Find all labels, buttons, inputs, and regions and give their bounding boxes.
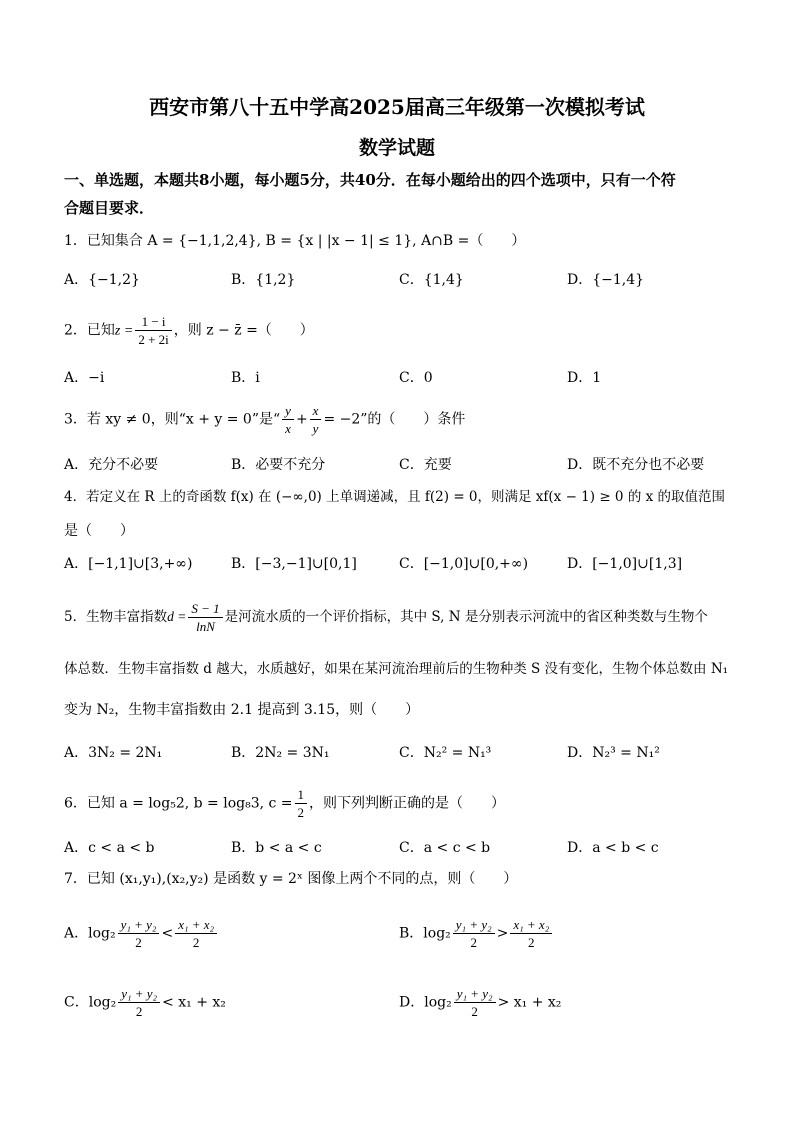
q7-option-b-fraction-1	[453, 916, 495, 951]
q1-option-d: D．{−1,4}	[567, 272, 645, 288]
q1-option-a: A．{−1,2}	[64, 272, 140, 288]
q6-fraction-denominator: 2	[297, 805, 305, 820]
q7-option-d-fraction-denominator: 2	[471, 1004, 478, 1019]
q5-suffix: 是河流水质的一个评价指标，其中 S, N 是分别表示河流中的省区种类数与生物个	[224, 609, 708, 625]
q5-deq: d =	[167, 609, 187, 624]
q3-fraction-1-denominator: x	[285, 421, 291, 436]
q2-option-d: D．1	[567, 370, 602, 386]
q7-option-a-label: A．log₂	[64, 925, 116, 942]
question-4-stem-line1: 4．若定义在 R 上的奇函数 f(x) 在 (−∞,0) 上单调递减，且 f(2) = 0，则满足 xf(x − 1) ≥ 0 的 x 的取值范围	[64, 489, 726, 505]
q6-option-b: B．b < a < c	[231, 840, 322, 856]
q7-option-a-fraction-2-denominator: 2	[192, 935, 200, 950]
q3-rest: = −2”的（ ）条件	[323, 411, 466, 428]
q2-prefix: 2．已知	[64, 322, 115, 339]
q7-option-c-fraction-denominator: 2	[135, 1004, 143, 1019]
page-subtitle: 数学试题	[358, 137, 435, 159]
q3-option-d: D．既不充分也不必要	[567, 457, 705, 473]
q1-option-b: B．{1,2}	[231, 272, 296, 288]
q7-option-c-fraction-numerator: y₁ + y₂	[118, 985, 160, 1003]
question-5-stem-line3: 变为 N₂，生物丰富指数由 2.1 提高到 3.15，则（ ）	[64, 702, 420, 718]
q4-option-d: D．[−1,0]∪[1,3]	[567, 556, 683, 572]
q3-option-b: B．必要不充分	[231, 457, 326, 473]
section-header-line2: 合题目要求．	[64, 199, 155, 217]
q7-option-d	[399, 985, 561, 1020]
question-2-stem	[64, 313, 734, 348]
q7-option-a-fraction-2-numerator: x₁ + x₂	[175, 916, 217, 934]
q3-fraction-1-numerator: y	[282, 402, 294, 420]
q7-option-a-fraction-1	[118, 916, 160, 951]
question-5-stem-line1	[64, 600, 734, 635]
question-1-stem: 1．已知集合 A = {−1,1,2,4}, B = {x | |x − 1| ≤ 1}, A∩B =（ ）	[64, 233, 526, 249]
question-3-stem	[64, 402, 734, 437]
q7-option-c-relation: < x₁ + x₂	[162, 994, 226, 1011]
q4-option-b: B．[−3,−1]∪[0,1]	[231, 556, 357, 572]
question-6-stem	[64, 786, 734, 821]
q7-option-c-label: C．log₂	[64, 994, 117, 1011]
q2-fraction-denominator: 2 + 2i	[138, 332, 169, 347]
q2-zeq: z =	[114, 323, 134, 339]
q5-option-a: A．3N₂ = 2N₁	[64, 745, 163, 761]
q2-option-c: C．0	[399, 370, 433, 386]
q2-fraction-numerator: 1 − i	[135, 313, 171, 331]
q7-option-d-label: D．log₂	[399, 994, 452, 1011]
q5-fraction	[188, 600, 222, 635]
page-title: 西安市第八十五中学高2025届高三年级第一次模拟考试	[149, 95, 645, 119]
q3-plus: +	[295, 411, 308, 428]
q3-fraction-2-numerator: x	[310, 402, 322, 420]
q6-option-a: A．c < a < b	[64, 840, 155, 856]
q7-option-c	[64, 985, 226, 1020]
q7-option-b	[399, 916, 554, 951]
q3-option-a: A．充分不必要	[64, 457, 159, 473]
q7-option-c-fraction	[118, 985, 160, 1020]
q7-option-b-fraction-1-numerator: y₁ + y₂	[453, 916, 495, 934]
q5-fraction-denominator: lnN	[196, 619, 215, 634]
q3-prefix: 3．若 xy ≠ 0，则“x + y = 0”是“	[64, 411, 281, 428]
q3-fraction-2-denominator: y	[312, 421, 319, 436]
question-5-stem-line2: 体总数．生物丰富指数 d 越大，水质越好，如果在某河流治理前后的生物种类 S 没有变化，生物个体总数由 N₁	[64, 661, 729, 677]
q7-option-d-fraction-numerator: y₁ + y₂	[454, 985, 496, 1003]
q5-prefix: 5．生物丰富指数	[64, 609, 168, 625]
q2-option-a: A．−i	[64, 370, 105, 386]
q7-option-b-label: B．log₂	[399, 925, 451, 942]
q7-option-a-fraction-1-numerator: y₁ + y₂	[118, 916, 160, 934]
q7-option-d-relation: > x₁ + x₂	[497, 994, 562, 1011]
q7-option-b-fraction-2-numerator: x₁ + x₂	[510, 916, 552, 934]
q7-option-a-fraction-2	[175, 916, 217, 951]
q5-option-c: C．N₂² = N₁³	[399, 745, 492, 761]
q6-fraction-numerator: 1	[295, 786, 308, 804]
q7-option-b-fraction-2	[510, 916, 552, 951]
q6-option-c: C．a < c < b	[399, 840, 491, 856]
question-4-stem-line2: 是（ ）	[64, 523, 134, 539]
q2-suffix: ，则 z − z̄ =（ ）	[173, 322, 314, 339]
q7-option-a-relation: <	[161, 925, 174, 942]
q2-option-b: B．i	[231, 370, 260, 386]
q7-option-a-fraction-1-denominator: 2	[135, 935, 142, 950]
q7-option-b-fraction-1-denominator: 2	[470, 935, 477, 950]
q2-fraction	[135, 313, 171, 348]
q4-option-c: C．[−1,0]∪[0,+∞)	[399, 556, 529, 572]
q4-option-a: A．[−1,1]∪[3,+∞)	[64, 556, 193, 572]
section-header-line1: 一、单选题，本题共8小题，每小题5分，共40分．在每小题给出的四个选项中，只有一个符	[64, 171, 676, 189]
q5-fraction-numerator: S − 1	[188, 600, 222, 618]
q3-fraction-1	[282, 402, 294, 437]
q3-option-c: C．充要	[399, 457, 452, 473]
question-7-stem: 7．已知 (x₁,y₁),(x₂,y₂) 是函数 y = 2ˣ 图像上两个不同的点，则（ ）	[64, 871, 518, 887]
q1-option-c: C．{1,4}	[399, 272, 464, 288]
q6-prefix: 6．已知 a = log₅2, b = log₈3, c =	[64, 795, 293, 812]
q7-option-a	[64, 916, 219, 951]
q5-option-d: D．N₂³ = N₁²	[567, 745, 660, 761]
q7-option-b-relation: >	[496, 925, 509, 942]
q6-option-d: D．a < b < c	[567, 840, 659, 856]
q5-option-b: B．2N₂ = 3N₁	[231, 745, 330, 761]
q3-fraction-2	[310, 402, 322, 437]
q7-option-d-fraction	[454, 985, 496, 1020]
q6-fraction	[295, 786, 308, 821]
q6-suffix: ，则下列判断正确的是（ ）	[309, 795, 506, 812]
q7-option-b-fraction-2-denominator: 2	[528, 935, 535, 950]
